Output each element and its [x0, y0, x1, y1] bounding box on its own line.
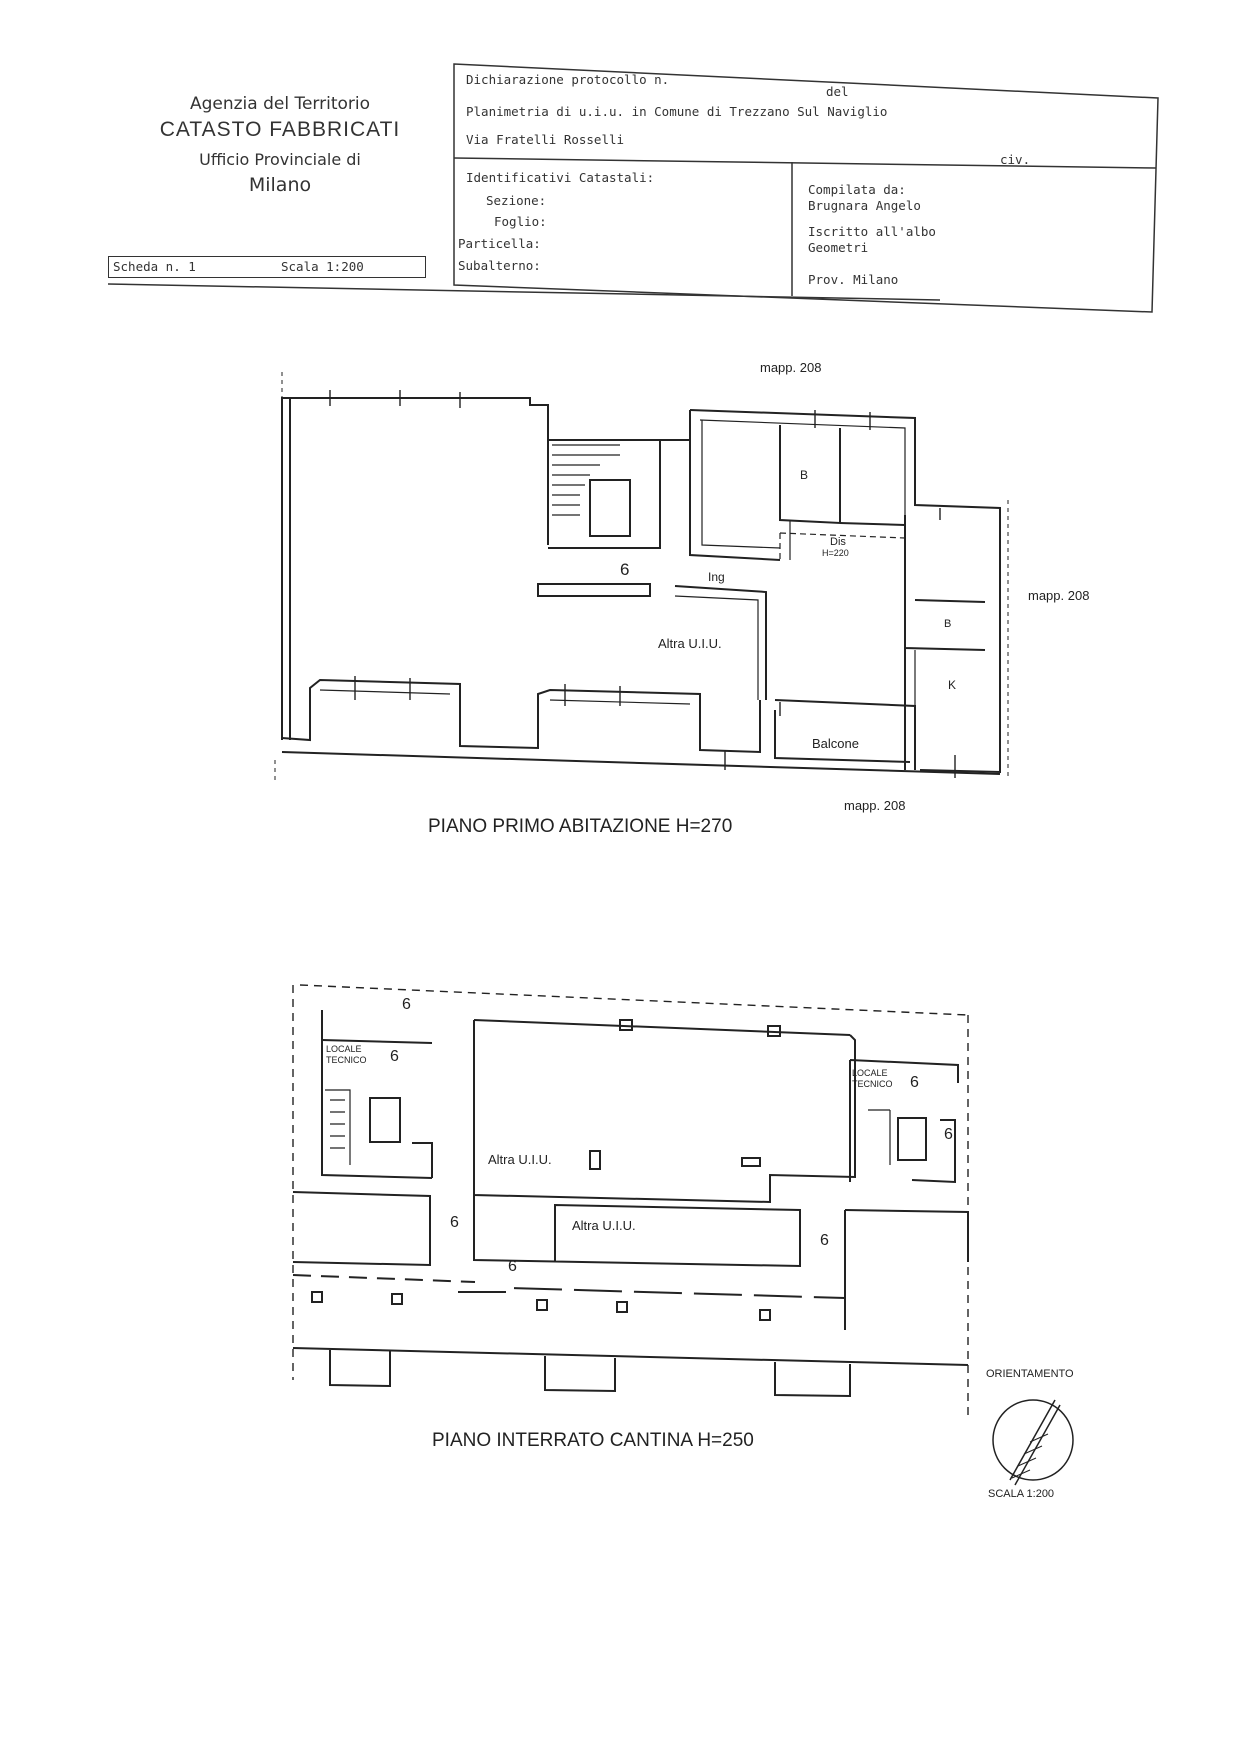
- orientation-scale: SCALA 1:200: [988, 1488, 1055, 1500]
- ing-label: Ing: [708, 570, 725, 584]
- locale-left: LOCALE: [326, 1044, 362, 1054]
- balcone-label: Balcone: [812, 736, 859, 751]
- identificativi-label: Identificativi Catastali:: [466, 170, 655, 185]
- form-divider: [454, 158, 1156, 168]
- mapp-bottom-label: mapp. 208: [844, 798, 906, 813]
- locale-right: LOCALE: [852, 1068, 888, 1078]
- compilatore-name: Brugnara Angelo: [808, 198, 921, 213]
- first-floor-caption: PIANO PRIMO ABITAZIONE H=270: [428, 816, 733, 837]
- altra-uiu-basement-1: Altra U.I.U.: [488, 1152, 552, 1167]
- mapp-top-label: mapp. 208: [760, 360, 822, 375]
- compilata-label: Compilata da:: [808, 182, 906, 197]
- first-floor-plan: [275, 372, 1008, 780]
- office-city: Milano: [248, 174, 312, 196]
- room-b2: B: [944, 618, 952, 630]
- subalterno-label: Subalterno:: [458, 258, 541, 273]
- number-six-mid-right: 6: [820, 1232, 829, 1249]
- number-six-first: 6: [620, 560, 630, 579]
- mapp-right-label: mapp. 208: [1028, 588, 1090, 603]
- foglio-label: Foglio:: [494, 214, 547, 229]
- altra-uiu-basement-2: Altra U.I.U.: [572, 1218, 636, 1233]
- number-six-right-tech: 6: [910, 1074, 919, 1091]
- basement-caption: PIANO INTERRATO CANTINA H=250: [432, 1430, 754, 1451]
- agency-name: Agenzia del Territorio: [189, 94, 371, 114]
- tecnico-left: TECNICO: [326, 1055, 367, 1065]
- number-six-right: 6: [944, 1126, 953, 1143]
- room-b1: B: [800, 468, 809, 482]
- iscritto-label: Iscritto all'albo: [808, 224, 936, 239]
- altra-uiu-first: Altra U.I.U.: [658, 636, 722, 651]
- number-six-left-tech: 6: [390, 1048, 399, 1065]
- number-six-mid-left: 6: [450, 1214, 459, 1231]
- del-label: del: [826, 84, 849, 99]
- dichiarazione-label: Dichiarazione protocollo n.: [466, 72, 670, 87]
- orientation-symbol: [993, 1400, 1073, 1485]
- scala-label: Scala 1:200: [281, 259, 364, 274]
- via-label: Via Fratelli Rosselli: [466, 132, 625, 147]
- civ-label: civ.: [1000, 152, 1031, 167]
- catasto-title: CATASTO FABBRICATI: [159, 118, 401, 141]
- sezione-label: Sezione:: [486, 193, 547, 208]
- scheda-number: Scheda n. 1: [113, 259, 196, 274]
- planimetria-label: Planimetria di u.i.u. in Comune di Trezzano Sul Naviglio: [466, 104, 888, 119]
- office-label: Ufficio Provinciale di: [199, 150, 361, 169]
- geometri-label: Geometri: [808, 240, 869, 255]
- tecnico-right: TECNICO: [852, 1079, 893, 1089]
- room-dis: Dis: [830, 536, 846, 548]
- room-k: K: [948, 678, 957, 692]
- form-frame: [454, 64, 1158, 312]
- number-six-top: 6: [402, 996, 411, 1013]
- prov-label: Prov. Milano: [808, 272, 899, 287]
- orientation-title: ORIENTAMENTO: [986, 1368, 1074, 1380]
- room-dis-height: H=220: [822, 548, 849, 558]
- particella-label: Particella:: [458, 236, 541, 251]
- number-six-corridor: 6: [508, 1258, 517, 1275]
